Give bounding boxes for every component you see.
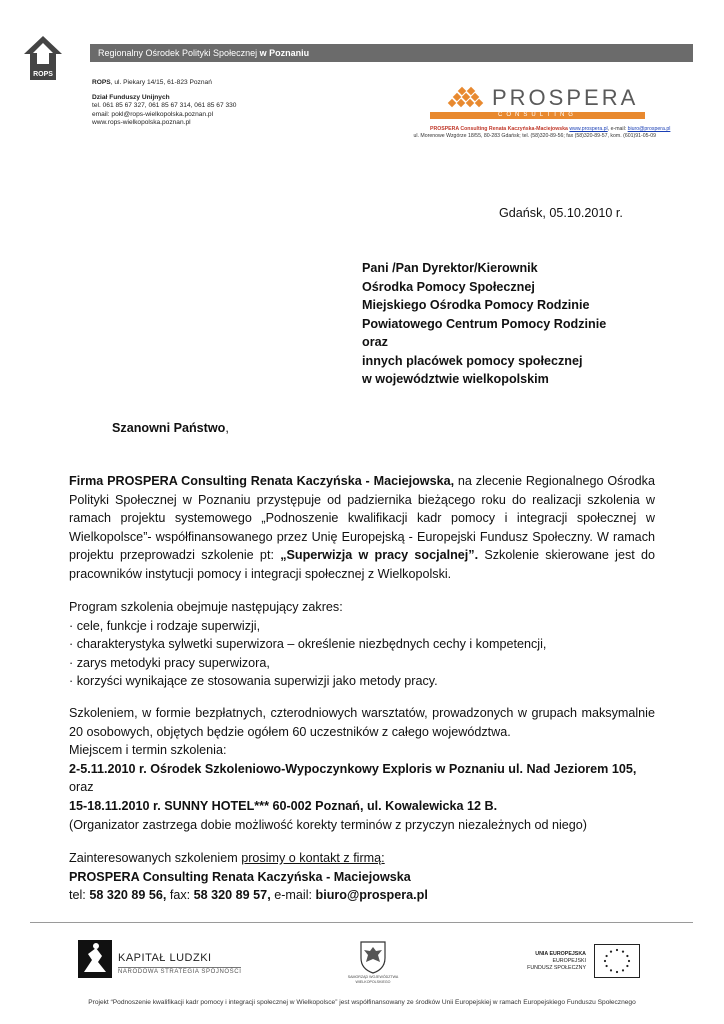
recipient-line: Powiatowego Centrum Pomocy Rodzinie xyxy=(362,316,607,331)
letter-date: Gdańsk, 05.10.2010 r. xyxy=(499,206,623,220)
email-label: e-mail: xyxy=(270,888,316,903)
prospera-contact-line-1 xyxy=(430,126,671,133)
paragraph-contact xyxy=(69,849,655,905)
recipient-line: Pani /Pan Dyrektor/Kierownik xyxy=(362,261,538,275)
recipient-line: oraz xyxy=(362,335,388,349)
contact-link[interactable]: prosimy o kontakt z firmą: xyxy=(241,851,385,865)
email-value[interactable]: biuro@prospera.pl xyxy=(315,888,428,903)
prospera-tagline: CONSULTING xyxy=(430,112,645,119)
band-text: Regionalny Ośrodek Polityki Społecznej xyxy=(98,48,258,58)
rops-address: , ul. Piekary 14/15, 61-823 Poznań xyxy=(110,79,212,86)
terms-text: Szkoleniem, w formie bezpłatnych, czterodniowych warsztatów, prowadzonych w grupach maksymalnie 20 osobowych, objętych będzie ogółem 60 uczestników z całego województwa. xyxy=(69,706,655,739)
training-title: „Superwizja w pracy socjalnej”. xyxy=(280,548,479,563)
kapital-ludzki-logo-icon xyxy=(76,938,114,980)
intro-text: na zlecenie Regionalnego Ośrodka Polityki Społecznej w Poznaniu przystępuje od padziernika bieżącego roku do realizacji szkolenia w ramach projektu systemowego „Podnoszenie kwalifikacji kadr pomocy i integracji społecznej w Wielkopolsce”- współfinansowanego przez Unię Europejską - Europejski Fundusz Społeczny. W ramach projektu przeprowadzi szkolenie pt: xyxy=(69,474,655,563)
recipient-line: Ośrodka Pomocy Społecznej xyxy=(362,279,535,294)
band-text-bold: w Poznaniu xyxy=(259,48,310,58)
prospera-www-link[interactable]: www.prospera.pl xyxy=(569,126,608,132)
fax-label: fax: xyxy=(166,888,194,903)
salutation xyxy=(112,421,229,435)
tel-label: tel: xyxy=(69,888,90,903)
eu-flag-icon xyxy=(594,944,640,978)
dept-name: Dział Funduszy Unijnych xyxy=(92,93,170,101)
rops-contact-block xyxy=(92,79,236,128)
salutation-comma: , xyxy=(225,421,229,435)
prospera-contact-line-2: ul. Morenowe Wzgórze 18/55, 80-283 Gdańsk; tel. (58)320-89-56; fax (58)320-89-57, kom. (601)91-05-09 xyxy=(413,133,656,139)
prospera-email-link[interactable]: biuro@prospera.pl xyxy=(627,126,671,132)
recipient-line: w województwie wielkopolskim xyxy=(362,372,549,386)
dept-tel: tel. 061 85 67 327, 061 85 67 314, 061 85 67 330 xyxy=(92,102,237,110)
contact-intro: Zainteresowanych szkoleniem xyxy=(69,851,242,865)
prospera-email-label: , e-mail: xyxy=(607,126,627,132)
prospera-org: PROSPERA Consulting Renata Kaczyńska-Maciejowska xyxy=(430,126,568,132)
footer-note: Projekt “Podnoszenie kwalifikacji kadr pomocy i integracji społecznej w Wielkopolsce” jest współfinansowany ze środków Unii Europejskiej w ramach Europejskiego Funduszu Społecznego xyxy=(88,999,636,1006)
rops-org: ROPS xyxy=(92,79,111,86)
eu-title: UNIA EUROPEJSKA xyxy=(535,951,586,957)
recipient-line: innych placówek pomocy społecznej xyxy=(362,353,583,368)
paragraph-intro xyxy=(69,472,655,584)
wielkopolska-caption: SAMORZĄD WOJEWÓDZTWA WIELKOPOLSKIEGO xyxy=(347,975,399,984)
contact-company: PROSPERA Consulting Renata Kaczyńska - Maciejowska xyxy=(69,869,411,884)
program-list xyxy=(69,598,655,691)
term-1: 2-5.11.2010 r. Ośrodek Szkoleniowo-Wypoczynkowy Exploris w Poznaniu ul. Nad Jeziorem 105, xyxy=(69,761,637,776)
rops-logo xyxy=(22,34,64,82)
program-item: · korzyści wynikające ze stosowania superwizji jako metody pracy. xyxy=(69,674,438,689)
term-2: 15-18.11.2010 r. SUNNY HOTEL*** 60-002 Poznań, ul. Kowalewicka 12 B. xyxy=(69,798,498,813)
eu-line-2: EUROPEJSKI xyxy=(552,958,586,964)
kapital-ludzki-subtitle: NARODOWA STRATEGIA SPÓJNOŚCI xyxy=(118,969,242,975)
rops-logo-text: ROPS xyxy=(33,71,53,78)
footer-divider xyxy=(30,922,693,923)
prospera-wordmark: PROSPERA xyxy=(492,85,639,110)
program-intro: Program szkolenia obejmuje następujący zakres: xyxy=(69,600,343,614)
intro-end: Szkolenie skierowane jest do pracowników instytucji pomocy i integracji społecznej z Wielkopolski. xyxy=(69,548,655,581)
program-item: · cele, funkcje i rodzaje superwizji, xyxy=(69,618,261,633)
prospera-logo-icon xyxy=(441,86,493,110)
term-note: (Organizator zastrzega dobie możliwość korekty terminów z przyczyn niezależnych od niego) xyxy=(69,817,587,832)
dept-www[interactable]: www.rops-wielkopolska.poznan.pl xyxy=(92,119,191,127)
eu-line-3: FUNDUSZ SPOŁECZNY xyxy=(527,965,586,971)
program-item: · zarys metodyki pracy superwizora, xyxy=(69,655,270,670)
company-name: Firma PROSPERA Consulting Renata Kaczyńska - Maciejowska, xyxy=(69,474,455,488)
recipient-line: Miejskiego Ośrodka Pomocy Rodzinie xyxy=(362,298,590,312)
fax-value: 58 320 89 57, xyxy=(193,888,271,903)
eu-text-block xyxy=(504,951,586,972)
terms-label: Miejscem i termin szkolenia: xyxy=(69,743,227,758)
paragraph-terms xyxy=(69,704,655,834)
term-or: oraz xyxy=(69,780,94,795)
wielkopolska-eagle-icon xyxy=(358,940,388,974)
header-band xyxy=(90,44,693,62)
salutation-text: Szanowni Państwo xyxy=(112,421,226,435)
recipients-block xyxy=(362,259,606,389)
kapital-ludzki-title: KAPITAŁ LUDZKI xyxy=(118,952,212,964)
program-item: · charakterystyka sylwetki superwizora – określenie niezbędnych cechy i kompetencji, xyxy=(69,637,547,652)
tel-value: 58 320 89 56, xyxy=(89,888,167,903)
dept-email[interactable]: email: pokl@rops-wielkopolska.poznan.pl xyxy=(92,110,214,118)
